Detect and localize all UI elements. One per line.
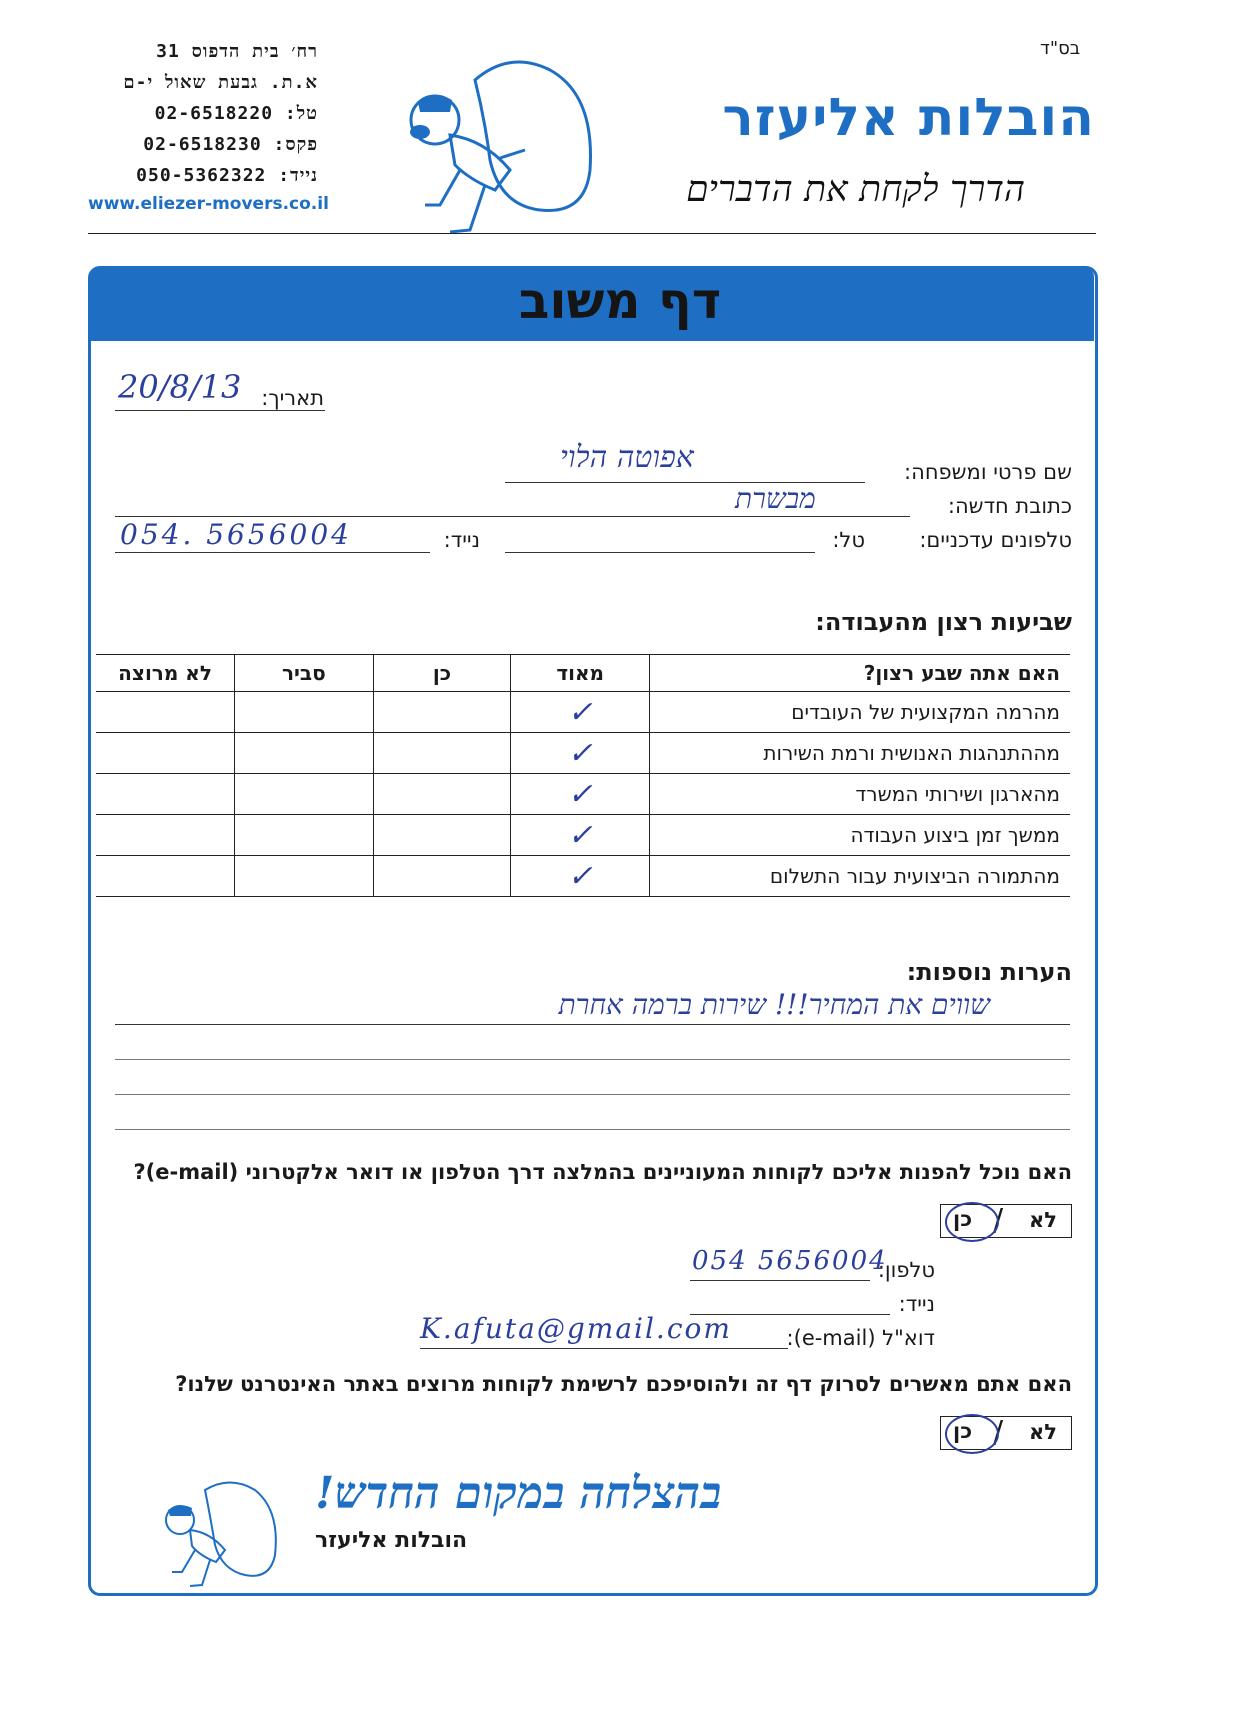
header-divider	[88, 233, 1096, 234]
date-label: תאריך:	[261, 386, 324, 410]
referral-phone-line	[690, 1280, 870, 1281]
referral-mobile-label: נייד:	[898, 1292, 935, 1316]
phones-label: טלפונים עדכניים:	[919, 528, 1072, 552]
very-checkbox[interactable]: ✓	[511, 815, 650, 856]
tel-line	[505, 552, 815, 553]
yes-checkbox[interactable]	[373, 733, 511, 774]
notes-line	[115, 1059, 1070, 1060]
referral-email-line	[420, 1348, 788, 1349]
satisfaction-table	[96, 654, 1070, 897]
reasonable-checkbox[interactable]	[235, 774, 374, 815]
publish-yes-no-box[interactable]	[940, 1416, 1072, 1450]
yes-circled-mark	[945, 1414, 999, 1454]
address-label: כתובת חדשה:	[947, 494, 1072, 518]
yes-circled-mark	[945, 1202, 999, 1242]
table-row	[96, 856, 1070, 897]
yes-option[interactable]: כן	[953, 1207, 973, 1231]
header-question: האם אתה שבע רצון?	[649, 655, 1070, 692]
address-value[interactable]: מבשרת	[735, 482, 816, 515]
no-option[interactable]: לא	[1029, 1208, 1057, 1232]
row-question: מהתמורה הביצועית עבור התשלום	[649, 856, 1070, 897]
table-row	[96, 692, 1070, 733]
not-satisfied-checkbox[interactable]	[96, 774, 235, 815]
date-line	[115, 410, 325, 411]
mobile-value[interactable]: 054. 5656004	[120, 518, 352, 551]
referral-email-label: דוא"ל (e-mail):	[786, 1326, 935, 1350]
publish-question: האם אתם מאשרים לסרוק דף זה ולהוסיפכם לרשימת לקוחות מרוצים באתר האינטרנט שלנו?	[175, 1372, 1072, 1396]
row-question: מההתנהגות האנושית ורמת השירות	[649, 733, 1070, 774]
name-label: שם פרטי ומשפחה:	[904, 460, 1072, 484]
table-row	[96, 815, 1070, 856]
mover-mascot-icon	[390, 40, 620, 240]
not-satisfied-checkbox[interactable]	[96, 815, 235, 856]
very-checkbox[interactable]: ✓	[511, 856, 650, 897]
header-yes: כן	[373, 655, 511, 692]
satisfaction-title: שביעות רצון מהעבודה:	[815, 608, 1072, 636]
name-value[interactable]: אפוטה הלוי	[560, 440, 694, 475]
contact-phone: טל: 02-6518220	[154, 103, 318, 124]
header-not-satisfied: לא מרוצה	[96, 655, 235, 692]
mobile-line	[115, 552, 430, 553]
bsd-mark: בס"ד	[1040, 38, 1081, 59]
notes-line	[115, 1129, 1070, 1130]
notes-title: הערות נוספות:	[906, 958, 1072, 986]
notes-text[interactable]: שווים את המחיר!!! שירות ברמה אחרת	[558, 988, 990, 1021]
contact-area: א.ת. גבעת שאול י-ם	[123, 72, 318, 93]
referral-phone-value[interactable]: 054 5656004	[692, 1246, 888, 1276]
not-satisfied-checkbox[interactable]	[96, 856, 235, 897]
form-title: דף משוב	[518, 272, 722, 330]
yes-checkbox[interactable]	[373, 815, 511, 856]
notes-line	[115, 1094, 1070, 1095]
reasonable-checkbox[interactable]	[235, 815, 374, 856]
slash-divider: /	[993, 1415, 1004, 1450]
company-slogan: הדרך לקחת את הדברים	[686, 169, 1025, 210]
referral-phone-label: טלפון:	[877, 1258, 935, 1282]
mover-mascot-small-icon	[150, 1470, 290, 1590]
table-header-row	[96, 655, 1070, 692]
table-row	[96, 774, 1070, 815]
row-question: מהרמה המקצועית של העובדים	[649, 692, 1070, 733]
reasonable-checkbox[interactable]	[235, 856, 374, 897]
footer-signature: הובלות אליעזר	[315, 1528, 468, 1553]
row-question: ממשך זמן ביצוע העבודה	[649, 815, 1070, 856]
yes-option[interactable]: כן	[953, 1419, 973, 1443]
website-link[interactable]: www.eliezer-movers.co.il	[88, 194, 329, 214]
contact-fax: פקס: 02-6518230	[143, 134, 318, 155]
very-checkbox[interactable]: ✓	[511, 774, 650, 815]
company-name: הובלות אליעזר	[722, 88, 1095, 148]
slash-divider: /	[993, 1203, 1004, 1238]
address-line	[115, 516, 910, 517]
very-checkbox[interactable]: ✓	[511, 733, 650, 774]
reasonable-checkbox[interactable]	[235, 692, 374, 733]
not-satisfied-checkbox[interactable]	[96, 692, 235, 733]
referral-email-value[interactable]: K.afuta@gmail.com	[420, 1312, 732, 1345]
not-satisfied-checkbox[interactable]	[96, 733, 235, 774]
contact-block	[88, 36, 318, 191]
referral-question: האם נוכל להפנות אליכם לקוחות המעוניינים בהמלצה דרך הטלפון או דואר אלקטרוני (e-mail)?	[133, 1160, 1072, 1184]
yes-checkbox[interactable]	[373, 856, 511, 897]
table-row	[96, 733, 1070, 774]
yes-checkbox[interactable]	[373, 774, 511, 815]
footer-wish: בהצלחה במקום החדש!	[315, 1468, 722, 1519]
header-very: מאוד	[511, 655, 650, 692]
yes-checkbox[interactable]	[373, 692, 511, 733]
referral-yes-no-box[interactable]	[940, 1204, 1072, 1238]
no-option[interactable]: לא	[1029, 1420, 1057, 1444]
tel-label: טל:	[832, 528, 865, 552]
date-value[interactable]: 20/8/13	[118, 368, 242, 406]
very-checkbox[interactable]: ✓	[511, 692, 650, 733]
notes-line	[115, 1024, 1070, 1025]
row-question: מהארגון ושירותי המשרד	[649, 774, 1070, 815]
mobile-label: נייד:	[443, 528, 480, 552]
header-reasonable: סביר	[235, 655, 374, 692]
reasonable-checkbox[interactable]	[235, 733, 374, 774]
contact-address: רח׳ בית הדפוס 31	[156, 41, 318, 62]
contact-mobile: נייד: 050-5362322	[136, 165, 318, 186]
